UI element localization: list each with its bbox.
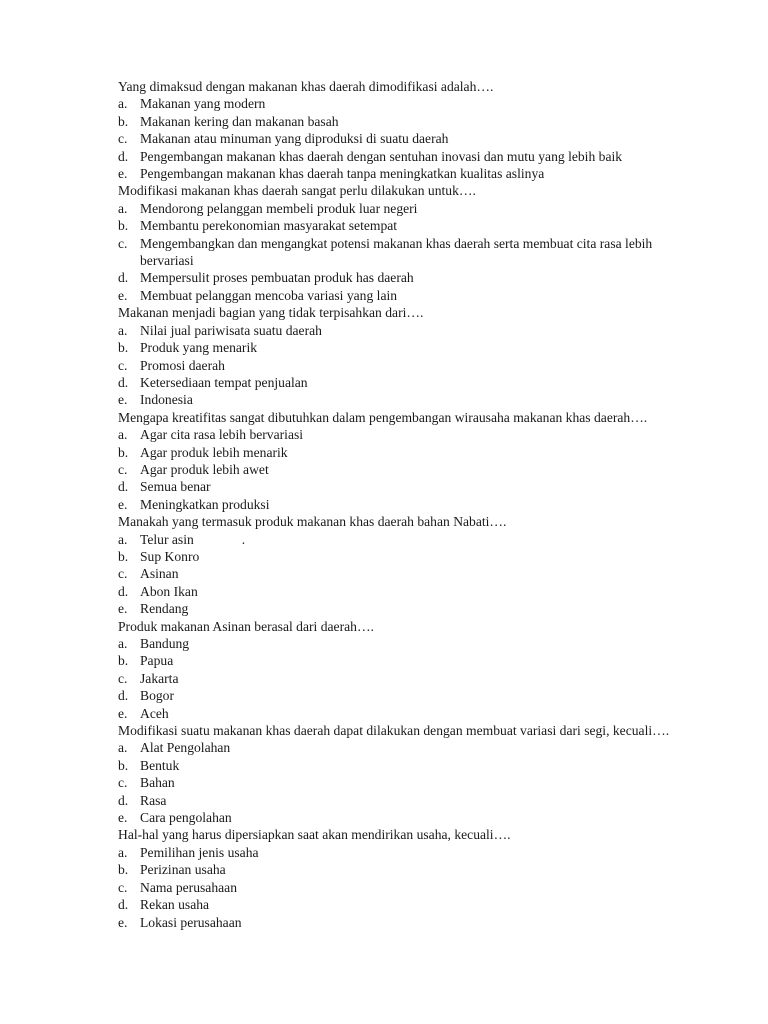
option-text: Bandung xyxy=(140,636,190,651)
option-text: Bahan xyxy=(140,775,175,791)
option-item xyxy=(118,792,688,809)
option-letter: b. xyxy=(118,548,129,564)
option-letter: e. xyxy=(118,601,128,617)
option-letter: e. xyxy=(118,166,128,182)
option-text xyxy=(140,531,688,548)
option-text: Mengembangkan dan mengangkat potensi makanan khas daerah serta membuat cita rasa lebih bervariasi xyxy=(140,235,653,269)
option-letter: b. xyxy=(118,653,129,669)
option-text: Alat Pengolahan xyxy=(140,740,231,756)
option-list xyxy=(118,322,688,409)
option-letter: a. xyxy=(118,636,128,651)
option-text: Membantu perekonomian masyarakat setempat xyxy=(140,218,398,234)
question-text: Mengapa kreatifitas sangat dibutuhkan dalam pengembangan wirausaha makanan khas daerah…. xyxy=(118,409,648,425)
option-letter: d. xyxy=(118,583,129,599)
option-item xyxy=(118,165,688,182)
option-text: Semua benar xyxy=(140,479,211,495)
option-text-main: Telur asin xyxy=(140,531,194,547)
option-text: Makanan atau minuman yang diproduksi di suatu daerah xyxy=(140,131,449,147)
option-text: Promosi daerah xyxy=(140,357,225,373)
option-item xyxy=(118,565,688,582)
option-letter: e. xyxy=(118,287,128,303)
question-text: Modifikasi suatu makanan khas daerah dapat dilakukan dengan membuat variasi dari segi, kecuali…. xyxy=(118,723,670,739)
option-text: Sup Konro xyxy=(140,548,200,564)
option-letter: b. xyxy=(118,862,129,878)
option-item xyxy=(118,130,688,147)
option-item xyxy=(118,705,688,722)
option-text: Membuat pelanggan mencoba variasi yang lain xyxy=(140,287,398,303)
option-item xyxy=(118,844,688,861)
option-letter: c. xyxy=(118,357,128,373)
option-item xyxy=(118,548,688,565)
option-letter: b. xyxy=(118,757,129,773)
option-text: Agar produk lebih awet xyxy=(140,461,269,477)
option-letter: e. xyxy=(118,705,128,721)
stray-dot: . xyxy=(241,531,246,547)
option-item xyxy=(118,374,688,391)
question-text: Hal-hal yang harus dipersiapkan saat akan mendirikan usaha, kecuali…. xyxy=(118,827,511,843)
option-text: Agar produk lebih menarik xyxy=(140,444,288,460)
question-block xyxy=(118,304,688,408)
option-list xyxy=(118,95,688,182)
question-block xyxy=(118,409,688,513)
option-letter: d. xyxy=(118,479,129,495)
option-letter: c. xyxy=(118,879,128,895)
question-block xyxy=(118,513,688,617)
option-item xyxy=(118,95,688,112)
option-item xyxy=(118,217,688,234)
question-block xyxy=(118,618,688,722)
option-text: Mempersulit proses pembuatan produk has daerah xyxy=(140,270,414,286)
option-text: Ketersediaan tempat penjualan xyxy=(140,374,308,390)
option-item xyxy=(118,357,688,374)
option-item xyxy=(118,287,688,304)
option-item xyxy=(118,687,688,704)
option-letter: b. xyxy=(118,218,129,234)
option-text: Indonesia xyxy=(140,392,193,408)
option-letter: c. xyxy=(118,670,128,686)
option-letter: c. xyxy=(118,235,128,251)
option-item xyxy=(118,322,688,339)
question-block xyxy=(118,722,688,826)
option-text: Nilai jual pariwisata suatu daerah xyxy=(140,322,322,338)
question-text: Produk makanan Asinan berasal dari daerah…. xyxy=(118,618,374,634)
option-item xyxy=(118,774,688,791)
option-list xyxy=(118,635,688,722)
option-letter: a. xyxy=(118,322,128,338)
option-item xyxy=(118,531,688,548)
option-text: Mendorong pelanggan membeli produk luar negeri xyxy=(140,200,418,216)
option-letter: b. xyxy=(118,340,129,356)
option-text: Pemilihan jenis usaha xyxy=(140,844,259,860)
option-item xyxy=(118,861,688,878)
option-item xyxy=(118,444,688,461)
option-text: Pengembangan makanan khas daerah tanpa meningkatkan kualitas aslinya xyxy=(140,166,545,182)
question-text: Makanan menjadi bagian yang tidak terpisahkan dari…. xyxy=(118,305,424,321)
option-letter: c. xyxy=(118,775,128,791)
option-text: Bentuk xyxy=(140,757,180,773)
option-letter: a. xyxy=(118,740,128,756)
option-item xyxy=(118,478,688,495)
option-text: Produk yang menarik xyxy=(140,340,258,356)
option-letter: d. xyxy=(118,897,129,913)
option-item xyxy=(118,635,688,652)
option-list xyxy=(118,739,688,826)
question-block xyxy=(118,182,688,304)
option-item xyxy=(118,113,688,130)
option-letter: e. xyxy=(118,496,128,512)
option-text: Makanan kering dan makanan basah xyxy=(140,113,339,129)
option-text: Asinan xyxy=(140,566,179,582)
option-letter: d. xyxy=(118,270,129,286)
option-text: Pengembangan makanan khas daerah dengan sentuhan inovasi dan mutu yang lebih baik xyxy=(140,148,623,164)
option-item xyxy=(118,583,688,600)
option-item xyxy=(118,496,688,513)
option-item xyxy=(118,652,688,669)
option-letter: b. xyxy=(118,444,129,460)
option-item xyxy=(118,148,688,165)
option-item xyxy=(118,879,688,896)
question-text: Modifikasi makanan khas daerah sangat perlu dilakukan untuk…. xyxy=(118,183,476,199)
option-letter: a. xyxy=(118,531,128,547)
option-letter: d. xyxy=(118,792,129,808)
option-item xyxy=(118,757,688,774)
option-item xyxy=(118,269,688,286)
option-letter: c. xyxy=(118,131,128,147)
option-text: Lokasi perusahaan xyxy=(140,914,242,930)
option-text: Rekan usaha xyxy=(140,897,210,913)
option-item xyxy=(118,391,688,408)
option-item xyxy=(118,739,688,756)
option-item xyxy=(118,914,688,931)
option-text: Aceh xyxy=(140,705,169,721)
option-text: Abon Ikan xyxy=(140,583,198,599)
option-item xyxy=(118,600,688,617)
option-text: Nama perusahaan xyxy=(140,879,237,895)
option-text: Papua xyxy=(140,653,174,669)
option-letter: e. xyxy=(118,914,128,930)
option-text: Cara pengolahan xyxy=(140,810,232,826)
option-text: Perizinan usaha xyxy=(140,862,226,878)
option-letter: c. xyxy=(118,566,128,582)
option-text: Meningkatkan produksi xyxy=(140,496,270,512)
option-letter: c. xyxy=(118,461,128,477)
option-letter: e. xyxy=(118,392,128,408)
question-text: Yang dimaksud dengan makanan khas daerah dimodifikasi adalah…. xyxy=(118,79,494,94)
question-text: Manakah yang termasuk produk makanan khas daerah bahan Nabati…. xyxy=(118,514,507,530)
option-letter: a. xyxy=(118,96,128,112)
option-letter: d. xyxy=(118,148,129,164)
option-item xyxy=(118,339,688,356)
option-item xyxy=(118,235,688,270)
question-block xyxy=(118,78,688,182)
option-letter: d. xyxy=(118,688,129,704)
option-text: Jakarta xyxy=(140,670,179,686)
option-text: Bogor xyxy=(140,688,174,704)
option-text: Makanan yang modern xyxy=(140,96,266,112)
option-letter: a. xyxy=(118,200,128,216)
option-list xyxy=(118,531,688,618)
option-letter: a. xyxy=(118,427,128,443)
option-text: Agar cita rasa lebih bervariasi xyxy=(140,427,304,443)
option-item xyxy=(118,426,688,443)
option-list xyxy=(118,844,688,931)
option-letter: d. xyxy=(118,374,129,390)
option-text: Rendang xyxy=(140,601,189,617)
option-text: Rasa xyxy=(140,792,167,808)
quiz-document xyxy=(118,78,688,931)
option-letter: b. xyxy=(118,113,129,129)
option-item xyxy=(118,461,688,478)
option-item xyxy=(118,670,688,687)
option-letter: a. xyxy=(118,844,128,860)
question-block xyxy=(118,826,688,930)
option-item xyxy=(118,809,688,826)
option-list xyxy=(118,426,688,513)
option-item xyxy=(118,200,688,217)
option-list xyxy=(118,200,688,304)
option-item xyxy=(118,896,688,913)
option-letter: e. xyxy=(118,810,128,826)
